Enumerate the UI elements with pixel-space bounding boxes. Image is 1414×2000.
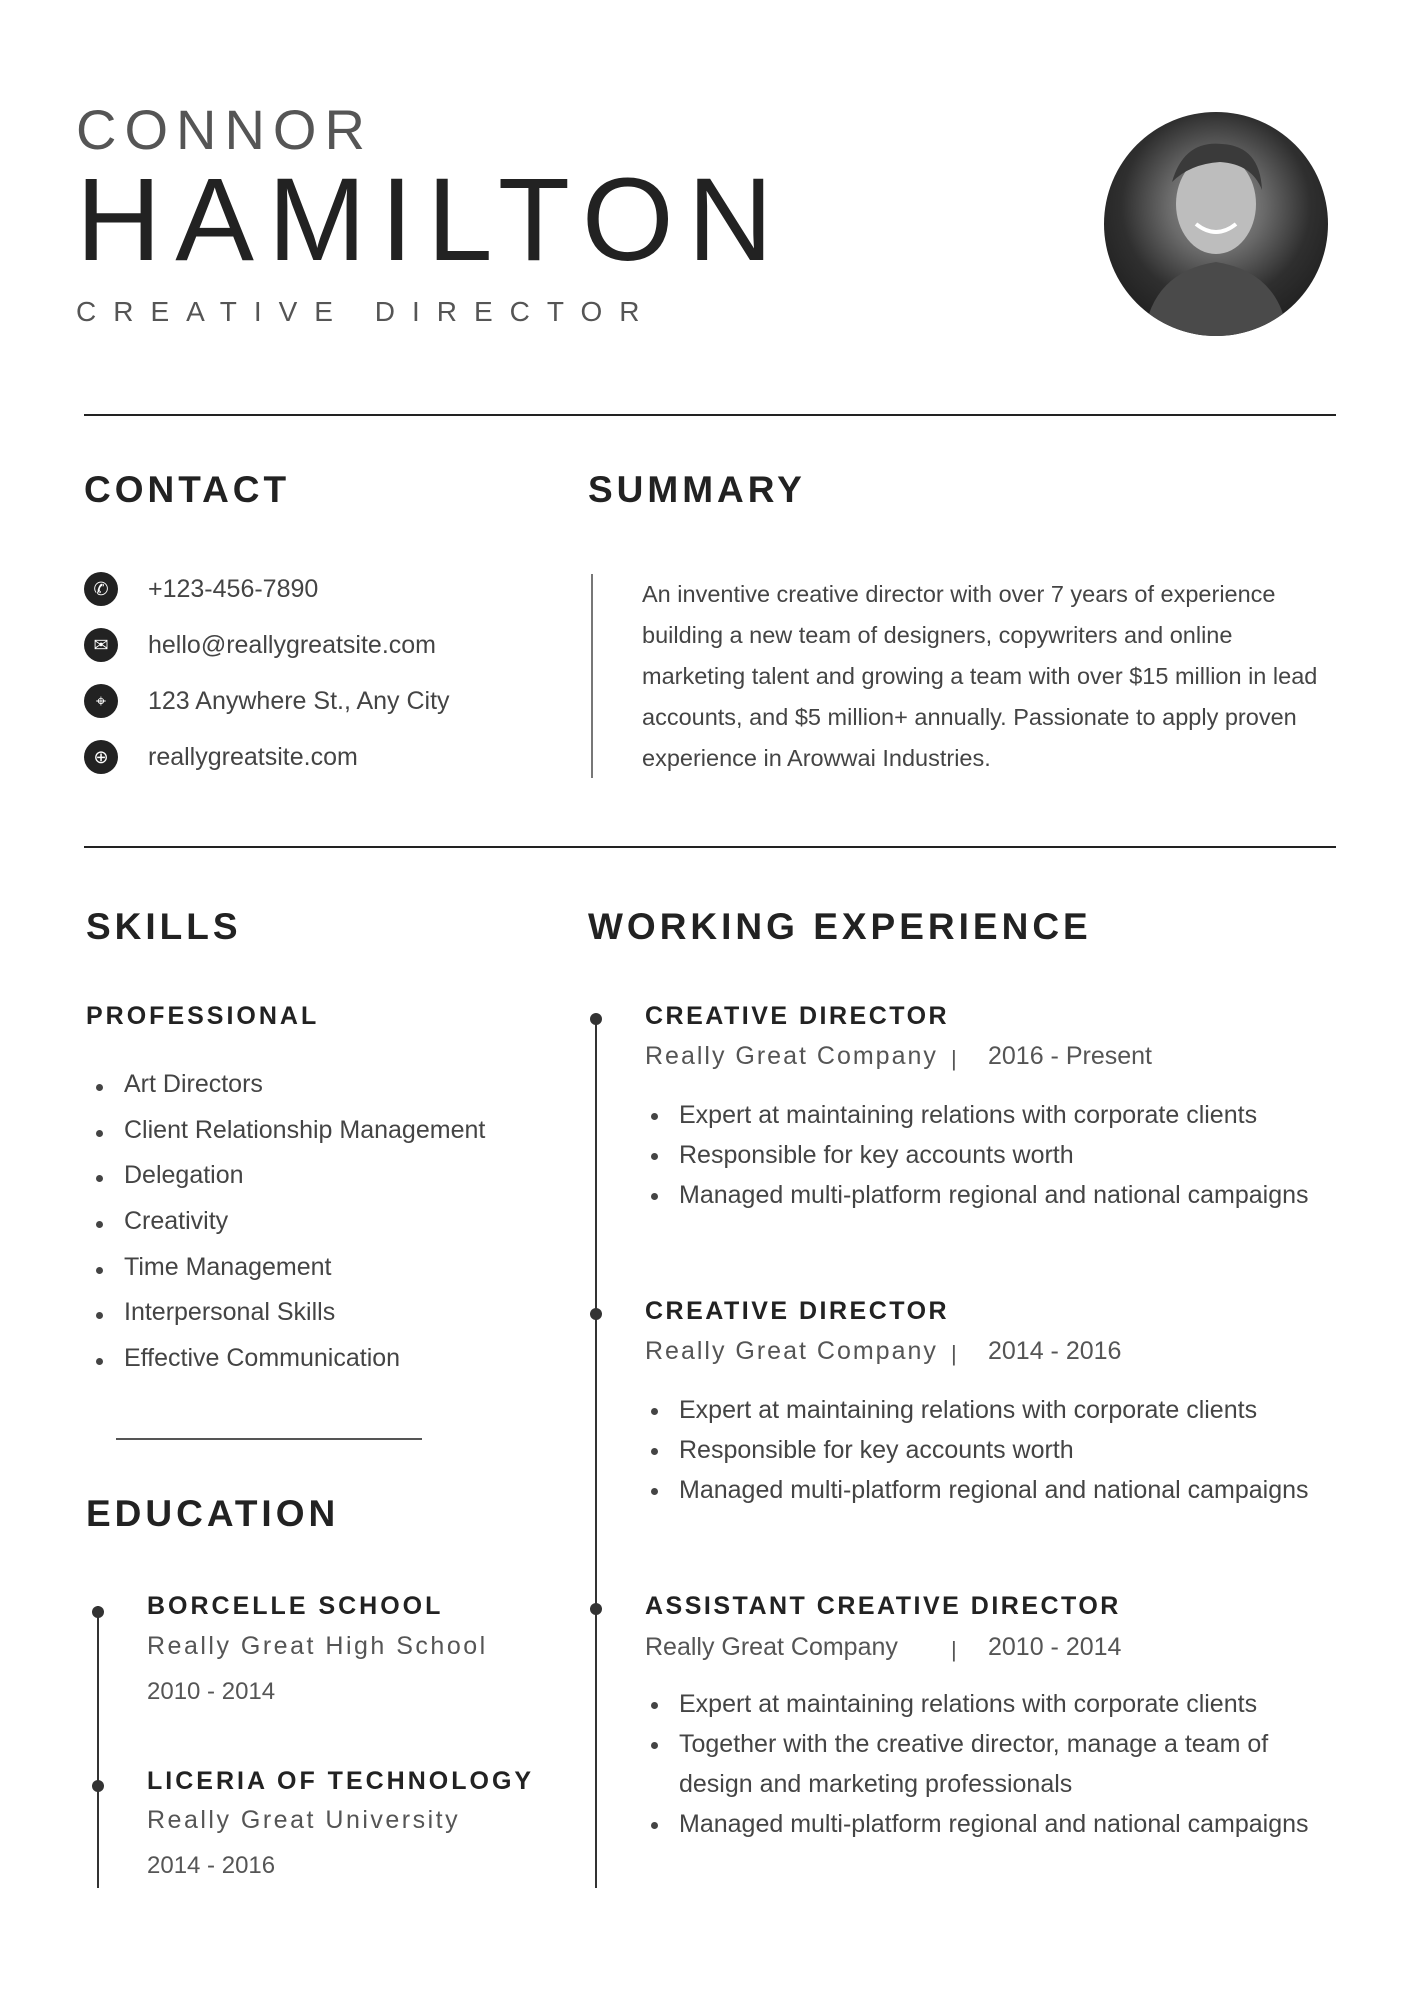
experience-heading: WORKING EXPERIENCE <box>588 906 1092 947</box>
summary-text: An inventive creative director with over 7 years of experience building a new team of designers, copywriters and online marketing talent and growing a team with over $15 million in lead accounts, and $5 million+ annually. Passionate to apply proven experience in Arowwai Industries. <box>642 581 1318 771</box>
contact-email <box>84 627 436 663</box>
divider-middle <box>84 846 1336 848</box>
job-bullets <box>645 1095 1335 1215</box>
skill-item: Client Relationship Management <box>96 1110 485 1156</box>
skill-item: Art Directors <box>96 1064 485 1110</box>
job-role: CREATIVE DIRECTOR <box>645 1002 950 1030</box>
location-icon: ⌖ <box>84 684 118 718</box>
skills-subheading: PROFESSIONAL <box>86 1002 320 1030</box>
skills-divider <box>116 1438 422 1440</box>
job-bullets <box>645 1684 1335 1844</box>
address-text: 123 Anywhere St., Any City <box>148 686 450 715</box>
contact-phone <box>84 571 318 607</box>
job-company: Really Great Company <box>645 1633 898 1661</box>
job-bullet: Managed multi-platform regional and national campaigns <box>645 1470 1335 1510</box>
education-dates: 2014 - 2016 <box>147 1852 276 1879</box>
job-bullet: Responsible for key accounts worth <box>645 1135 1335 1175</box>
first-name: CONNOR <box>76 98 373 161</box>
job-dates: 2014 - 2016 <box>988 1337 1122 1365</box>
job-bullet: Managed multi-platform regional and national campaigns <box>645 1804 1335 1844</box>
job-title: CREATIVE DIRECTOR <box>76 296 657 327</box>
education-dates: 2010 - 2014 <box>147 1678 276 1705</box>
job-separator: | <box>951 1341 957 1366</box>
job-bullet: Expert at maintaining relations with corporate clients <box>645 1684 1335 1724</box>
education-school: Really Great High School <box>147 1632 488 1660</box>
skill-item: Time Management <box>96 1247 485 1293</box>
timeline-dot <box>590 1603 602 1615</box>
job-bullet: Managed multi-platform regional and national campaigns <box>645 1175 1335 1215</box>
skill-item: Delegation <box>96 1155 485 1201</box>
job-separator: | <box>951 1046 957 1071</box>
contact-website <box>84 739 358 775</box>
timeline-dot <box>590 1308 602 1320</box>
email-icon: ✉ <box>84 628 118 662</box>
job-role: ASSISTANT CREATIVE DIRECTOR <box>645 1592 1121 1620</box>
experience-timeline <box>595 1018 597 1888</box>
job-separator: | <box>951 1637 957 1662</box>
education-school: Really Great University <box>147 1806 461 1834</box>
job-bullets <box>645 1390 1335 1510</box>
skill-item: Effective Communication <box>96 1338 485 1384</box>
job-bullet: Expert at maintaining relations with corporate clients <box>645 1390 1335 1430</box>
education-timeline <box>97 1606 99 1888</box>
education-name: BORCELLE SCHOOL <box>147 1592 444 1620</box>
skills-list <box>96 1064 485 1384</box>
timeline-dot <box>590 1013 602 1025</box>
globe-icon: ⊕ <box>84 740 118 774</box>
contact-heading: CONTACT <box>84 469 291 510</box>
summary-rule <box>591 574 593 778</box>
last-name: HAMILTON <box>76 154 787 286</box>
skill-item: Interpersonal Skills <box>96 1292 485 1338</box>
job-bullet: Together with the creative director, manage a team of design and marketing professionals <box>645 1724 1335 1804</box>
summary-heading: SUMMARY <box>588 469 806 510</box>
job-bullet: Responsible for key accounts worth <box>645 1430 1335 1470</box>
email-text[interactable]: hello@reallygreatsite.com <box>148 630 437 659</box>
job-role: CREATIVE DIRECTOR <box>645 1297 950 1325</box>
job-dates: 2010 - 2014 <box>988 1633 1122 1661</box>
divider-top <box>84 414 1336 416</box>
phone-icon: ✆ <box>84 572 118 606</box>
education-name: LICERIA OF TECHNOLOGY <box>147 1767 535 1795</box>
person-silhouette-icon <box>1104 112 1328 336</box>
job-bullet: Expert at maintaining relations with corporate clients <box>645 1095 1335 1135</box>
job-company: Really Great Company <box>645 1337 938 1365</box>
timeline-dot <box>92 1606 104 1618</box>
timeline-dot <box>92 1780 104 1792</box>
job-company: Really Great Company <box>645 1042 938 1070</box>
contact-address <box>84 683 450 719</box>
job-dates: 2016 - Present <box>988 1042 1152 1070</box>
skill-item: Creativity <box>96 1201 485 1247</box>
website-text[interactable]: reallygreatsite.com <box>148 742 358 771</box>
phone-text: +123-456-7890 <box>148 574 319 603</box>
skills-heading: SKILLS <box>86 906 242 947</box>
profile-photo <box>1104 112 1328 336</box>
education-heading: EDUCATION <box>86 1493 340 1534</box>
